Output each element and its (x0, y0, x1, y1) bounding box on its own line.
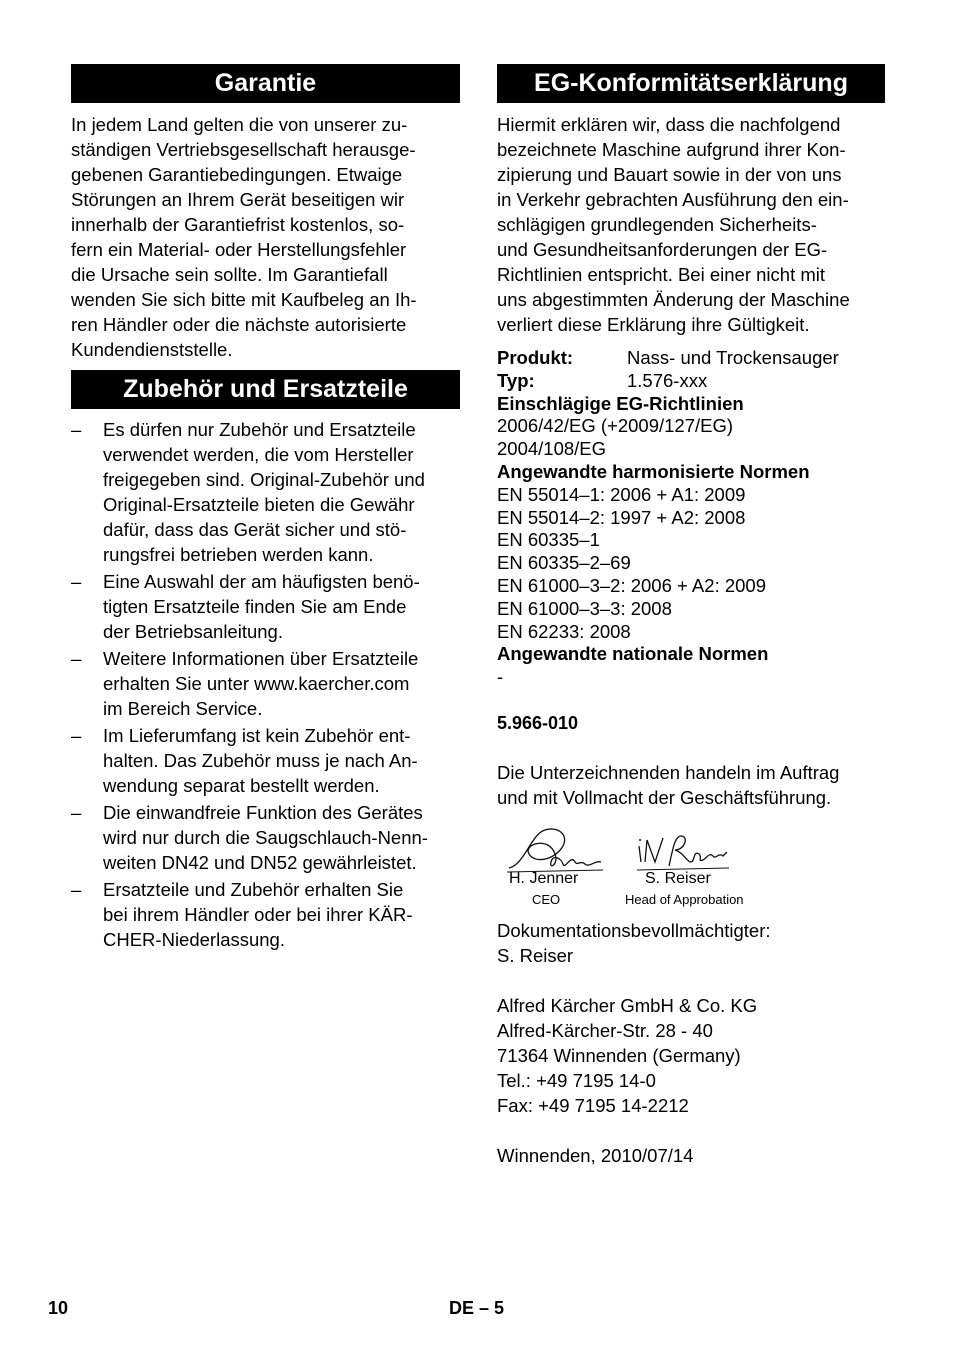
signer2-name: S. Reiser (645, 869, 711, 887)
product-specs (497, 347, 885, 689)
zubehoer-list (71, 417, 460, 952)
norm: EN 60335–1 (497, 529, 600, 551)
list-item: – Weitere Informationen über Ersatzteile erhalten Sie unter www.kaercher.com im Bereich Service. (71, 648, 419, 719)
list-item: – Es dürfen nur Zubehör und Ersatzteile verwendet werden, die vom Hersteller freigegeben sind. Original-Zubehör und Original-Ersatzteile bieten die Gewähr dafür, dass das Gerät sicher und stö- rungsfrei betrieben werden kann. (71, 419, 425, 565)
produkt-value: Nass- und Trockensauger (627, 347, 839, 368)
konformitaet-heading: EG-Konformitätserklärung (497, 64, 885, 103)
list-item: – Ersatzteile und Zubehör erhalten Sie bei ihrem Händler oder bei ihrer KÄR- CHER-Niederlassung. (71, 879, 413, 950)
norm: EN 55014–2: 1997 + A2: 2008 (497, 506, 746, 528)
list-item: – Eine Auswahl der am häufigsten benö- tigten Ersatzteile finden Sie am Ende der Betriebsanleitung. (71, 571, 420, 642)
typ-row (497, 370, 885, 393)
typ-value: 1.576-xxx (627, 369, 708, 391)
norm: EN 62233: 2008 (497, 620, 631, 642)
produkt-row (497, 347, 885, 370)
dokumentation-text: Dokumentationsbevollmächtigter: S. Reiser (497, 919, 771, 966)
zubehoer-heading: Zubehör und Ersatzteile (71, 370, 460, 409)
signer1-role: CEO (532, 891, 561, 907)
normen-label: Angewandte harmonisierte Normen (497, 460, 810, 482)
right-column (497, 64, 885, 1168)
signer1-name: H. Jenner (509, 869, 579, 887)
unterzeichnende-text: Die Unterzeichnenden handeln im Auftrag und mit Vollmacht der Geschäftsführung. (497, 761, 840, 808)
list-item: – Die einwandfreie Funktion des Gerätes wird nur durch die Saugschlauch-Nenn- weiten DN42 und DN52 gewährleistet. (71, 802, 428, 873)
typ-label: Typ: (497, 369, 535, 391)
section-indicator: DE – 5 (449, 1298, 505, 1318)
norm: EN 61000–3–3: 2008 (497, 597, 672, 619)
richtlinie: 2004/108/EG (497, 438, 607, 460)
left-column (71, 64, 460, 954)
page-number: 10 (48, 1298, 69, 1318)
list-item: – Im Lieferumfang ist kein Zubehör ent- halten. Das Zubehör muss je nach An- wendung separat bestellt werden. (71, 725, 418, 796)
garantie-heading: Garantie (71, 64, 460, 103)
norm: EN 55014–1: 2006 + A1: 2009 (497, 483, 746, 505)
nationale-value: - (497, 666, 504, 688)
signer2-role: Head of Approbation (625, 891, 744, 907)
norm: EN 60335–2–69 (497, 552, 631, 574)
richtlinie: 2006/42/EG (+2009/127/EG) (497, 415, 734, 437)
company-address: Alfred Kärcher GmbH & Co. KG Alfred-Kärcher-Str. 28 - 40 71364 Winnenden (Germany) Tel.: +49 7195 14-0 Fax: +49 7195 14-2212 (497, 994, 758, 1116)
signature-block (497, 824, 885, 914)
produkt-label: Produkt: (497, 347, 574, 368)
richtlinien-label: Einschlägige EG-Richtlinien (497, 392, 744, 414)
doc-number: 5.966-010 (497, 712, 579, 733)
garantie-text: In jedem Land gelten die von unserer zu- ständigen Vertriebsgesellschaft herausge- gebenen Garantiebedingungen. Etwaige Störungen an Ihrem Gerät beseitigen wir innerhalb der Garantiefrist kostenlos, so- fern ein Material- oder Herstellungsfehler die Ursache sein sollte. Im Garantiefall wenden Sie sich bitte mit Kaufbeleg an Ih- ren Händler oder die nächste autorisierte Kundendienststelle. (71, 114, 417, 360)
place-date: Winnenden, 2010/07/14 (497, 1144, 694, 1166)
norm: EN 61000–3–2: 2006 + A2: 2009 (497, 574, 766, 596)
konformitaet-intro: Hiermit erklären wir, dass die nachfolgend bezeichnete Maschine aufgrund ihrer Kon- zipierung und Bauart sowie in der von uns in Verkehr gebrachten Ausführung den ein- schlägigen grundlegenden Sicherheits- und Gesundheitsanforderungen der EG- Richtlinien entspricht. Bei einer nicht mit uns abgestimmten Änderung der Maschine verliert diese Erklärung ihre Gültigkeit. (497, 114, 850, 335)
nationale-label: Angewandte nationale Normen (497, 643, 769, 665)
